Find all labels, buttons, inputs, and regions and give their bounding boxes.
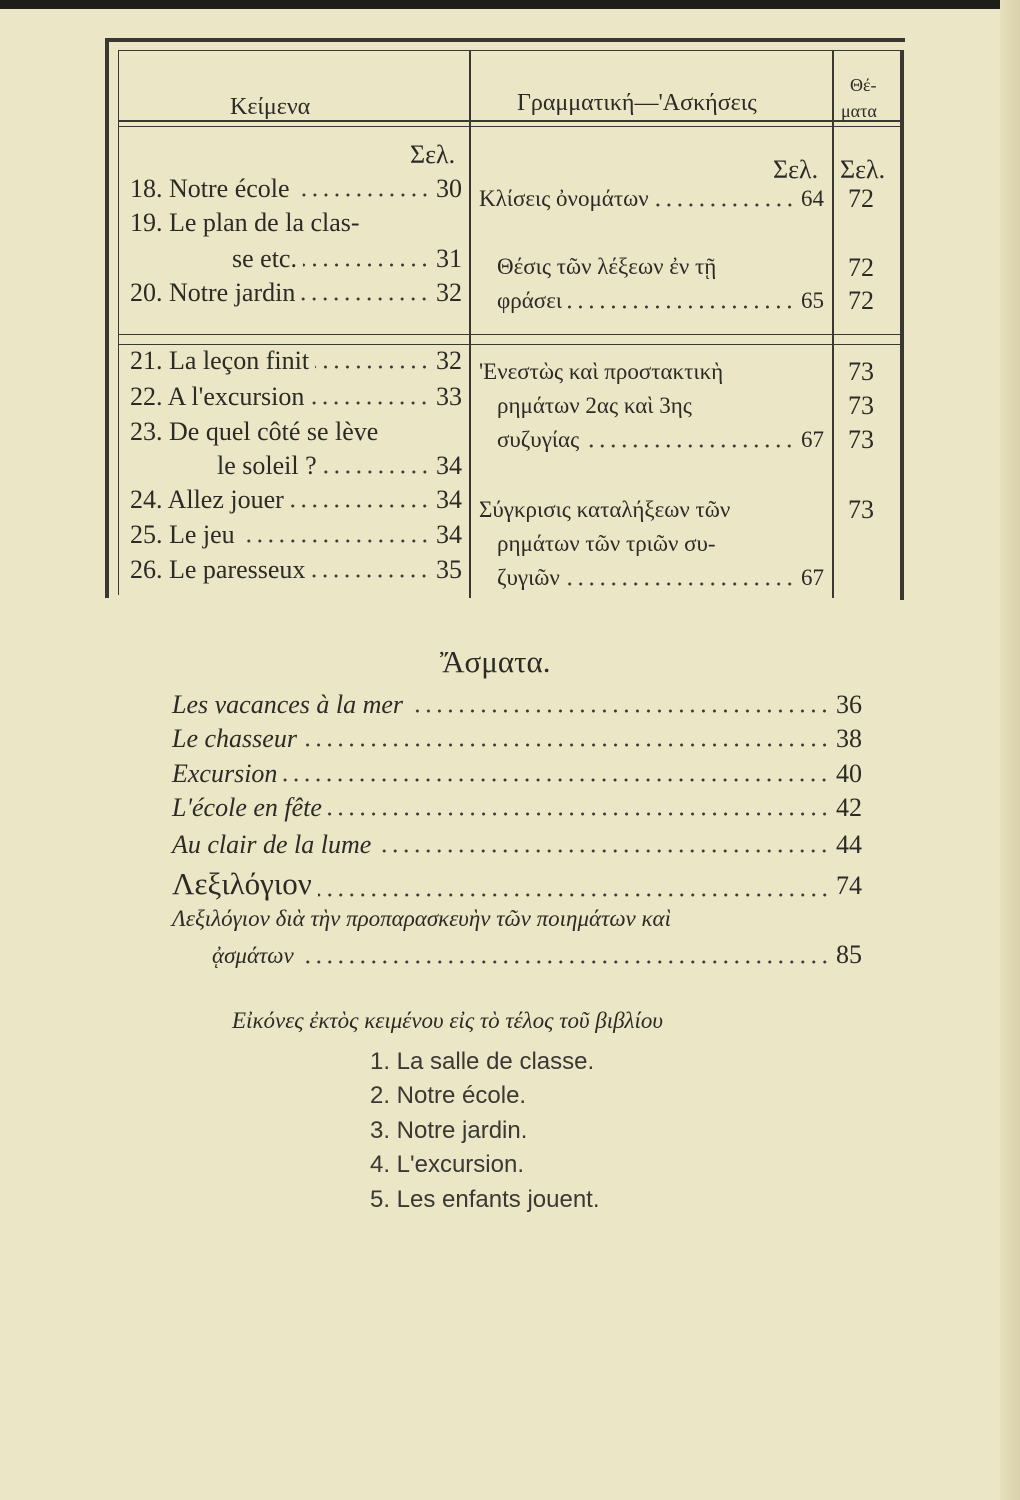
dot-leader <box>311 574 430 578</box>
glossary-poems-entry <box>172 904 671 934</box>
group-rule <box>118 344 900 345</box>
toc-entry <box>497 425 824 455</box>
entry-page: 31 <box>436 244 462 273</box>
toc-entry <box>130 346 462 376</box>
entry-label: Excursion <box>172 759 278 788</box>
entry-label: Λεξιλόγιον διὰ τὴν προπαρασκευὴν τῶν ποιημάτων καὶ <box>172 906 672 931</box>
page-label: Σελ. <box>773 155 819 184</box>
group-rule <box>118 334 900 335</box>
entry-label: Λεξιλόγιον <box>172 866 312 901</box>
glossary-entry <box>172 866 862 904</box>
dot-leader <box>409 709 830 713</box>
header-themes: ματα <box>841 101 877 121</box>
entry-label: Σύγκρισις καταλήξεων τῶν <box>479 497 731 522</box>
table-left-border <box>105 38 109 598</box>
entry-page: 34 <box>436 451 462 480</box>
dot-leader <box>283 778 830 782</box>
entry-label: ρημάτων 2ας καὶ 3ης <box>497 393 692 418</box>
dot-leader <box>585 444 795 448</box>
picture-item: 3. Notre jardin. <box>370 1117 528 1144</box>
song-entry <box>172 793 862 823</box>
entry-label: 18. Notre école <box>130 174 290 203</box>
toc-entry <box>130 382 462 412</box>
entry-page: 64 <box>801 186 824 211</box>
song-entry <box>172 830 862 860</box>
entry-page: 65 <box>801 288 824 313</box>
scan-top-edge <box>0 0 1020 9</box>
theme-page: 73 <box>848 357 874 386</box>
page-label: Σελ. <box>840 155 886 184</box>
toc-entry <box>497 286 824 316</box>
page-label: Σελ. <box>410 140 456 169</box>
entry-page: 67 <box>801 427 824 452</box>
toc-entry <box>130 208 360 238</box>
dot-leader <box>318 893 830 897</box>
dot-leader <box>301 297 430 301</box>
entry-label: 19. Le plan de la clas- <box>130 208 360 237</box>
theme-page: 72 <box>848 184 874 213</box>
entry-label: ᾀσμάτων <box>212 943 294 968</box>
entry-label: L'école en fête <box>172 793 322 822</box>
toc-entry <box>497 563 824 593</box>
entry-label: 24. Allez jouer <box>130 485 284 514</box>
glossary-poems-entry <box>212 940 862 971</box>
toc-entry <box>130 417 378 447</box>
toc-entry <box>497 391 692 421</box>
dot-leader <box>303 263 430 267</box>
entry-label: Les vacances à la mer <box>172 690 404 719</box>
dot-leader <box>655 203 795 207</box>
table-left-inner <box>118 50 119 595</box>
entry-label: φράσει <box>497 288 563 313</box>
entry-page: 40 <box>836 759 862 788</box>
toc-entry <box>130 520 462 550</box>
entry-page: 33 <box>436 382 462 411</box>
table-top-border <box>105 38 905 42</box>
table-right-border <box>900 50 904 600</box>
toc-entry <box>130 174 462 204</box>
entry-label: Au clair de la lume <box>172 830 372 859</box>
entry-page: 85 <box>836 940 862 969</box>
theme-page: 73 <box>848 391 874 420</box>
pictures-heading: Εἰκόνες ἐκτὸς κειμένου εἰς τὸ τέλος τοῦ βιβλίου <box>232 1008 663 1033</box>
entry-label: 22. A l'excursion <box>130 382 305 411</box>
song-entry <box>172 724 862 754</box>
entry-page: 32 <box>436 278 462 307</box>
toc-entry <box>497 252 716 282</box>
header-grammar: Γραμματική—'Ασκήσεις <box>517 90 757 116</box>
entry-page: 35 <box>436 555 462 584</box>
page-edge <box>1000 0 1020 1500</box>
picture-item: 1. La salle de classe. <box>370 1048 595 1075</box>
song-entry <box>172 690 862 720</box>
picture-item: 5. Les enfants jouent. <box>370 1186 600 1213</box>
entry-label: ζυγιῶν <box>497 565 560 590</box>
entry-page: 30 <box>436 174 462 203</box>
theme-page: 72 <box>848 286 874 315</box>
header-texts: Κείμενα <box>230 94 311 120</box>
entry-page: 34 <box>436 485 462 514</box>
entry-label: 23. De quel côté se lève <box>130 417 379 446</box>
dot-leader <box>300 960 830 964</box>
header-rule <box>118 126 900 127</box>
theme-page: 73 <box>848 495 874 524</box>
entry-label: Le chasseur <box>172 724 297 753</box>
table-inner-border <box>118 50 900 51</box>
dot-leader <box>315 365 430 369</box>
dot-leader <box>290 504 430 508</box>
dot-leader <box>296 193 430 197</box>
toc-entry <box>232 244 462 274</box>
picture-item: 4. L'excursion. <box>370 1151 524 1178</box>
songs-heading: Ἄσματα. <box>440 644 551 679</box>
toc-entry <box>130 485 462 515</box>
toc-entry <box>479 184 824 214</box>
column-divider <box>469 50 471 598</box>
entry-page: 74 <box>836 871 862 900</box>
dot-leader <box>303 743 830 747</box>
toc-entry <box>217 451 462 481</box>
header-themes: Θέ- <box>850 75 877 95</box>
toc-entry <box>497 529 716 559</box>
entry-page: 67 <box>801 565 824 590</box>
dot-leader <box>241 539 430 543</box>
toc-entry <box>479 495 730 525</box>
song-entry <box>172 759 862 789</box>
entry-page: 34 <box>436 520 462 549</box>
column-divider <box>832 50 834 598</box>
entry-label: le soleil ? <box>217 451 317 480</box>
dot-leader <box>568 305 795 309</box>
entry-label: 'Ενεστὼς καὶ προστακτικὴ <box>479 359 724 384</box>
entry-page: 42 <box>836 793 862 822</box>
entry-label: Κλίσεις ὀνομάτων <box>479 186 649 211</box>
entry-label: se etc. <box>232 244 297 273</box>
entry-page: 44 <box>836 830 862 859</box>
entry-page: 38 <box>836 724 862 753</box>
entry-label: Θέσις τῶν λέξεων ἐν τῇ <box>497 254 717 279</box>
entry-label: συζυγίας <box>497 427 580 452</box>
entry-label: 20. Notre jardin <box>130 278 296 307</box>
toc-entry <box>130 278 462 308</box>
theme-page: 73 <box>848 425 874 454</box>
entry-label: 21. La leçon finit <box>130 346 310 375</box>
dot-leader <box>323 470 430 474</box>
entry-page: 32 <box>436 346 462 375</box>
entry-label: 26. Le paresseux <box>130 555 306 584</box>
toc-entry <box>130 555 462 585</box>
dot-leader <box>310 401 430 405</box>
dot-leader <box>566 582 795 586</box>
entry-label: ρημάτων τῶν τριῶν συ- <box>497 531 716 556</box>
entry-label: 25. Le jeu <box>130 520 235 549</box>
dot-leader <box>377 849 830 853</box>
picture-item: 2. Notre école. <box>370 1082 527 1109</box>
dot-leader <box>328 812 830 816</box>
toc-entry <box>479 357 723 387</box>
entry-page: 36 <box>836 690 862 719</box>
theme-page: 72 <box>848 253 874 282</box>
